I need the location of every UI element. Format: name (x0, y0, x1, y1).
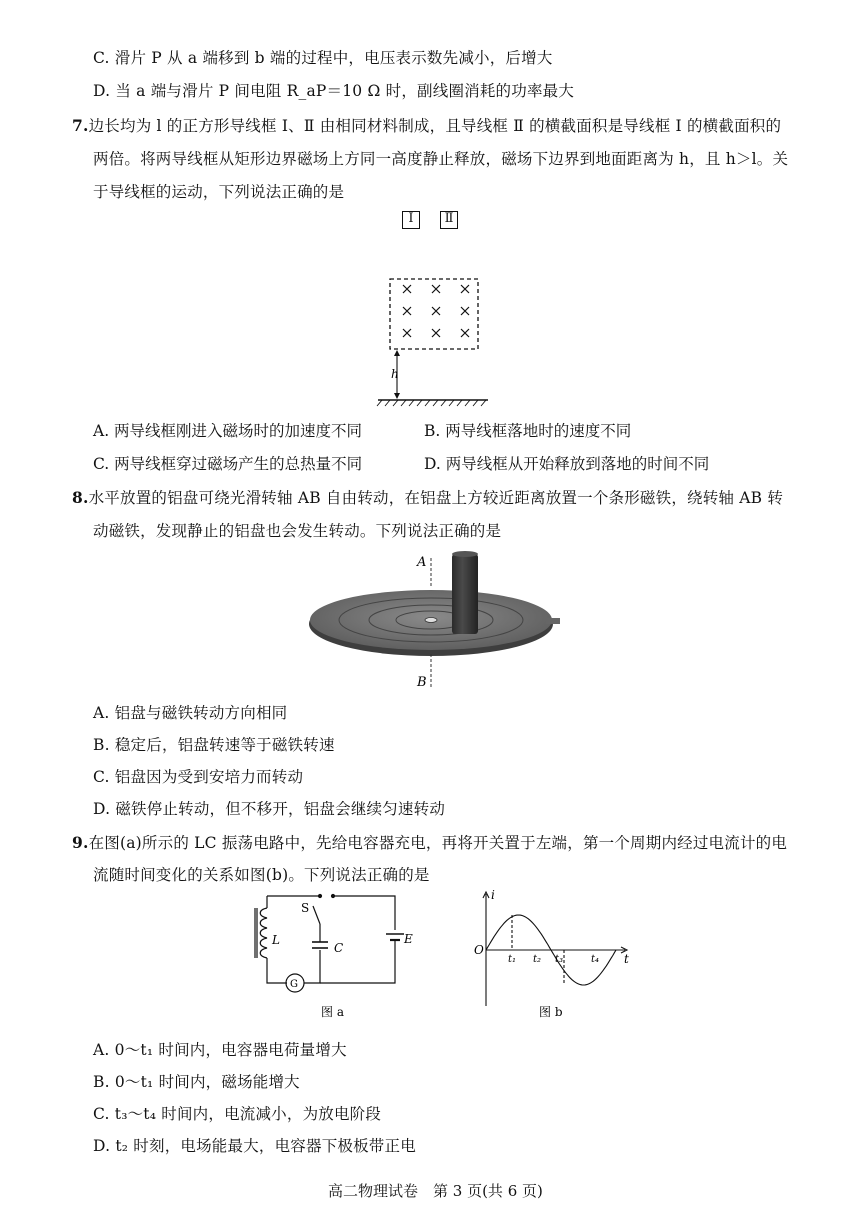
inductor-coil (260, 908, 267, 958)
t4-label: t₄ (591, 954, 600, 965)
q7-stem-line-1 (72, 115, 781, 137)
ground-hatch (377, 400, 486, 406)
q8-option-d: D. 磁铁停止转动，但不移开，铝盘会继续匀速转动 (93, 800, 446, 818)
q7-option-c: C. 两导线框穿过磁场产生的总热量不同 (93, 455, 363, 473)
q9-option-c: C. t₃～t₄ 时间内，电流减小，为放电阶段 (93, 1105, 382, 1123)
q7-option-d: D. 两导线框从开始释放到落地的时间不同 (424, 455, 710, 473)
q9-stem-text-1: 在图(a)所示的 LC 振荡电路中，先给电容器充电，再将开关置于左端，第一个周期内经过电流计的电 (88, 834, 788, 852)
bar-magnet (452, 554, 478, 634)
q9-stem-line-1 (72, 832, 787, 854)
q9-number: 9. (72, 833, 89, 852)
q9-stem-line-2: 流随时间变化的关系如图(b)。下列说法正确的是 (93, 866, 430, 884)
field-crosses (403, 285, 469, 337)
q7-stem-line-3: 于导线框的运动，下列说法正确的是 (93, 183, 345, 201)
q6-option-d: D. 当 a 端与滑片 P 间电阻 R_aP＝10 Ω 时，副线圈消耗的功率最大 (93, 82, 575, 100)
t3-label: t₃ (555, 954, 564, 965)
q6-option-c: C. 滑片 P 从 a 端移到 b 端的过程中，电压表示数先减小，后增大 (93, 49, 553, 67)
origin-label: O (474, 943, 484, 957)
figure-b-caption: 图 b (539, 1005, 563, 1019)
q8-option-a: A. 铝盘与磁铁转动方向相同 (93, 704, 288, 722)
battery-label: E (404, 932, 413, 946)
q8-stem-text-1: 水平放置的铝盘可绕光滑转轴 AB 自由转动，在铝盘上方较近距离放置一个条形磁铁，绕转轴 AB 转 (88, 489, 784, 507)
t2-label: t₂ (533, 954, 542, 965)
switch-label: S (301, 901, 310, 915)
q9-option-d: D. t₂ 时刻，电场能最大，电容器下极板带正电 (93, 1137, 416, 1155)
height-label: h (391, 367, 399, 381)
q8-stem-line-2: 动磁铁，发现静止的铝盘也会发生转动。下列说法正确的是 (93, 522, 502, 540)
magnetic-field-figure (370, 270, 500, 415)
frame-2-label: Ⅱ (440, 211, 458, 229)
capacitor-label: C (334, 941, 344, 955)
q9-option-a: A. 0～t₁ 时间内，电容器电荷量增大 (93, 1041, 347, 1059)
q7-option-a: A. 两导线框刚进入磁场时的加速度不同 (93, 422, 363, 440)
axis-label-b: B (417, 675, 427, 690)
q7-option-b: B. 两导线框落地时的速度不同 (424, 422, 632, 440)
q7-number: 7. (72, 116, 89, 135)
q8-stem-line-1 (72, 487, 783, 509)
q7-stem-text-1: 边长均为 l 的正方形导线框 Ⅰ、Ⅱ 由相同材料制成，且导线框 Ⅱ 的横截面积是导线框 Ⅰ 的横截面积的 (88, 117, 782, 135)
aluminum-disk-figure (300, 548, 570, 693)
axle-stub (546, 618, 560, 624)
frame-1-label: Ⅰ (402, 211, 420, 229)
galvanometer-label: G (290, 979, 298, 990)
q9-option-b: B. 0～t₁ 时间内，磁场能增大 (93, 1073, 300, 1091)
disk-hub (425, 618, 437, 623)
q8-option-c: C. 铝盘因为受到安培力而转动 (93, 768, 304, 786)
inductor-label: L (272, 933, 280, 947)
q7-stem-line-2: 两倍。将两导线框从矩形边界磁场上方同一高度静止释放，磁场下边界到地面距离为 h，且 h＞l。关 (93, 150, 789, 168)
figure-a-caption: 图 a (321, 1005, 344, 1019)
t1-label: t₁ (508, 954, 517, 965)
axis-label-a: A (417, 555, 427, 570)
switch-lever (313, 906, 320, 924)
lc-circuit-figure (245, 888, 425, 1023)
i-axis-label: i (491, 888, 495, 902)
page-footer: 高二物理试卷 第 3 页(共 6 页) (328, 1182, 543, 1200)
current-time-graph (470, 888, 635, 1023)
bar-magnet-top (452, 551, 478, 557)
t-axis-label: t (624, 952, 629, 966)
q8-number: 8. (72, 488, 89, 507)
q8-option-b: B. 稳定后，铝盘转速等于磁铁转速 (93, 736, 335, 754)
